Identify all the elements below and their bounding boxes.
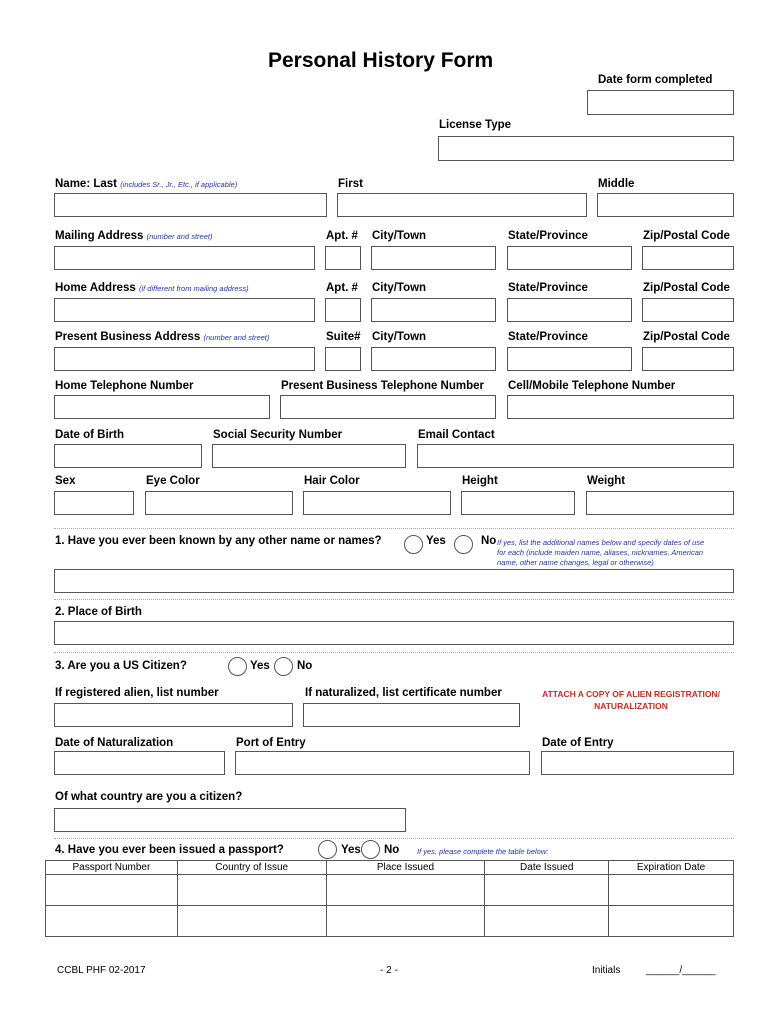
cell-phone-field[interactable] bbox=[507, 395, 734, 419]
passport-number-cell[interactable] bbox=[46, 875, 178, 906]
home-zip-label: Zip/Postal Code bbox=[643, 282, 730, 294]
q4-label: 4. Have you ever been issued a passport? bbox=[55, 844, 284, 856]
business-state-field[interactable] bbox=[507, 347, 632, 371]
q1-yes-radio[interactable] bbox=[404, 535, 423, 554]
mailing-zip-label: Zip/Postal Code bbox=[643, 230, 730, 242]
home-state-label: State/Province bbox=[508, 282, 588, 294]
q3-no-radio[interactable] bbox=[274, 657, 293, 676]
height-label: Height bbox=[462, 475, 498, 487]
mailing-address-label: Mailing Address (number and street) bbox=[55, 230, 213, 242]
business-phone-field[interactable] bbox=[280, 395, 496, 419]
home-apt-field[interactable] bbox=[325, 298, 361, 322]
mailing-street-field[interactable] bbox=[54, 246, 315, 270]
hair-color-field[interactable] bbox=[303, 491, 451, 515]
dob-label: Date of Birth bbox=[55, 429, 124, 441]
date-form-completed-field[interactable] bbox=[587, 90, 734, 115]
business-suite-field[interactable] bbox=[325, 347, 361, 371]
business-zip-label: Zip/Postal Code bbox=[643, 331, 730, 343]
passport-number-cell[interactable] bbox=[46, 906, 178, 937]
date-naturalization-label: Date of Naturalization bbox=[55, 737, 174, 749]
ssn-label: Social Security Number bbox=[213, 429, 343, 441]
date-naturalization-field[interactable] bbox=[54, 751, 225, 775]
q4-note: If yes, please complete the table below: bbox=[417, 847, 549, 856]
name-last-note: (includes Sr., Jr., Etc., if applicable) bbox=[120, 180, 238, 189]
business-address-label: Present Business Address (number and street) bbox=[55, 331, 270, 343]
table-row bbox=[46, 906, 734, 937]
date-of-entry-label: Date of Entry bbox=[542, 737, 614, 749]
home-phone-field[interactable] bbox=[54, 395, 270, 419]
home-address-note: (if different from mailing address) bbox=[138, 284, 249, 293]
section-divider bbox=[54, 838, 734, 839]
mailing-address-note: (number and street) bbox=[146, 232, 213, 241]
mailing-apt-field[interactable] bbox=[325, 246, 361, 270]
q3-yes-radio[interactable] bbox=[228, 657, 247, 676]
q4-no-radio[interactable] bbox=[361, 840, 380, 859]
mailing-city-field[interactable] bbox=[371, 246, 496, 270]
dob-field[interactable] bbox=[54, 444, 202, 468]
q1-yes-label: Yes bbox=[426, 535, 446, 547]
section-divider bbox=[54, 599, 734, 600]
date-issued-cell[interactable] bbox=[485, 875, 609, 906]
alien-number-field[interactable] bbox=[54, 703, 293, 727]
home-address-label: Home Address (if different from mailing address) bbox=[55, 282, 249, 294]
alien-number-label: If registered alien, list number bbox=[55, 687, 219, 699]
date-of-entry-field[interactable] bbox=[541, 751, 734, 775]
eye-color-label: Eye Color bbox=[146, 475, 200, 487]
sex-field[interactable] bbox=[54, 491, 134, 515]
mailing-state-field[interactable] bbox=[507, 246, 632, 270]
eye-color-field[interactable] bbox=[145, 491, 293, 515]
date-issued-cell[interactable] bbox=[485, 906, 609, 937]
home-city-field[interactable] bbox=[371, 298, 496, 322]
page-number: - 2 - bbox=[380, 965, 398, 976]
license-type-field[interactable] bbox=[438, 136, 734, 161]
middle-name-label: Middle bbox=[598, 178, 635, 190]
business-city-field[interactable] bbox=[371, 347, 496, 371]
attach-notice bbox=[528, 688, 734, 712]
height-field[interactable] bbox=[461, 491, 575, 515]
country-of-issue-header: Country of Issue bbox=[177, 861, 326, 875]
place-issued-cell[interactable] bbox=[326, 906, 485, 937]
q3-label: 3. Are you a US Citizen? bbox=[55, 660, 187, 672]
page-title: Personal History Form bbox=[268, 49, 494, 72]
initials-line[interactable]: ______/______ bbox=[646, 965, 716, 976]
email-label: Email Contact bbox=[418, 429, 495, 441]
last-name-field[interactable] bbox=[54, 193, 327, 217]
date-issued-header: Date Issued bbox=[485, 861, 609, 875]
expiration-date-header: Expiration Date bbox=[609, 861, 734, 875]
port-of-entry-field[interactable] bbox=[235, 751, 530, 775]
home-city-label: City/Town bbox=[372, 282, 427, 294]
home-state-field[interactable] bbox=[507, 298, 632, 322]
home-street-field[interactable] bbox=[54, 298, 315, 322]
date-form-completed-label: Date form completed bbox=[598, 74, 713, 86]
business-zip-field[interactable] bbox=[642, 347, 734, 371]
license-type-label: License Type bbox=[439, 119, 512, 131]
initials-label: Initials bbox=[592, 965, 621, 976]
form-code: CCBL PHF 02-2017 bbox=[57, 965, 146, 976]
citizen-country-field[interactable] bbox=[54, 808, 406, 832]
place-issued-cell[interactable] bbox=[326, 875, 485, 906]
q1-note-line-2: for each (include maiden name, aliases, nicknames, American bbox=[497, 548, 704, 557]
mailing-apt-label: Apt. # bbox=[326, 230, 358, 242]
q3-no-label: No bbox=[297, 660, 313, 672]
expiration-date-cell[interactable] bbox=[609, 906, 734, 937]
home-apt-label: Apt. # bbox=[326, 282, 358, 294]
section-divider bbox=[54, 652, 734, 653]
citizen-country-label: Of what country are you a citizen? bbox=[55, 791, 243, 803]
mailing-zip-field[interactable] bbox=[642, 246, 734, 270]
q1-note-line-3: name, other name changes, legal or otherwise) bbox=[497, 558, 654, 567]
hair-color-label: Hair Color bbox=[304, 475, 360, 487]
country-of-issue-cell[interactable] bbox=[177, 875, 326, 906]
q2-label: 2. Place of Birth bbox=[55, 606, 142, 618]
business-city-label: City/Town bbox=[372, 331, 427, 343]
first-name-field[interactable] bbox=[337, 193, 587, 217]
passport-table-header bbox=[46, 861, 734, 875]
weight-field[interactable] bbox=[586, 491, 734, 515]
place-issued-header: Place Issued bbox=[326, 861, 485, 875]
mailing-state-label: State/Province bbox=[508, 230, 588, 242]
attach-notice-line-1: ATTACH A COPY OF ALIEN REGISTRATION/ bbox=[542, 689, 720, 699]
business-address-note: (number and street) bbox=[203, 333, 270, 342]
q3-yes-label: Yes bbox=[250, 660, 270, 672]
place-of-birth-field[interactable] bbox=[54, 621, 734, 645]
middle-name-field[interactable] bbox=[597, 193, 734, 217]
business-street-field[interactable] bbox=[54, 347, 315, 371]
first-name-label: First bbox=[338, 178, 363, 190]
name-last-label: Name: Last (includes Sr., Jr., Etc., if applicable) bbox=[55, 178, 238, 190]
email-field[interactable] bbox=[417, 444, 734, 468]
expiration-date-cell[interactable] bbox=[609, 875, 734, 906]
passport-number-header: Passport Number bbox=[46, 861, 178, 875]
q1-label: 1. Have you ever been known by any other name or names? bbox=[55, 535, 382, 547]
mailing-city-label: City/Town bbox=[372, 230, 427, 242]
section-divider bbox=[54, 528, 734, 529]
country-of-issue-cell[interactable] bbox=[177, 906, 326, 937]
business-state-label: State/Province bbox=[508, 331, 588, 343]
home-zip-field[interactable] bbox=[642, 298, 734, 322]
q1-no-radio[interactable] bbox=[454, 535, 473, 554]
attach-notice-line-2: NATURALIZATION bbox=[594, 701, 668, 711]
sex-label: Sex bbox=[55, 475, 76, 487]
business-phone-label: Present Business Telephone Number bbox=[281, 380, 485, 392]
q1-note-line-1: If yes, list the additional names below and specify dates of use bbox=[497, 538, 705, 547]
table-row bbox=[46, 875, 734, 906]
q4-yes-label: Yes bbox=[341, 844, 361, 856]
naturalized-cert-field[interactable] bbox=[303, 703, 520, 727]
q1-note bbox=[497, 538, 737, 568]
passport-table bbox=[45, 860, 734, 937]
naturalized-cert-label: If naturalized, list certificate number bbox=[305, 687, 502, 699]
home-phone-label: Home Telephone Number bbox=[55, 380, 194, 392]
weight-label: Weight bbox=[587, 475, 626, 487]
cell-phone-label: Cell/Mobile Telephone Number bbox=[508, 380, 676, 392]
ssn-field[interactable] bbox=[212, 444, 406, 468]
business-suite-label: Suite# bbox=[326, 331, 361, 343]
q4-yes-radio[interactable] bbox=[318, 840, 337, 859]
other-names-field[interactable] bbox=[54, 569, 734, 593]
q1-no-label: No bbox=[481, 535, 497, 547]
port-of-entry-label: Port of Entry bbox=[236, 737, 306, 749]
q4-no-label: No bbox=[384, 844, 400, 856]
